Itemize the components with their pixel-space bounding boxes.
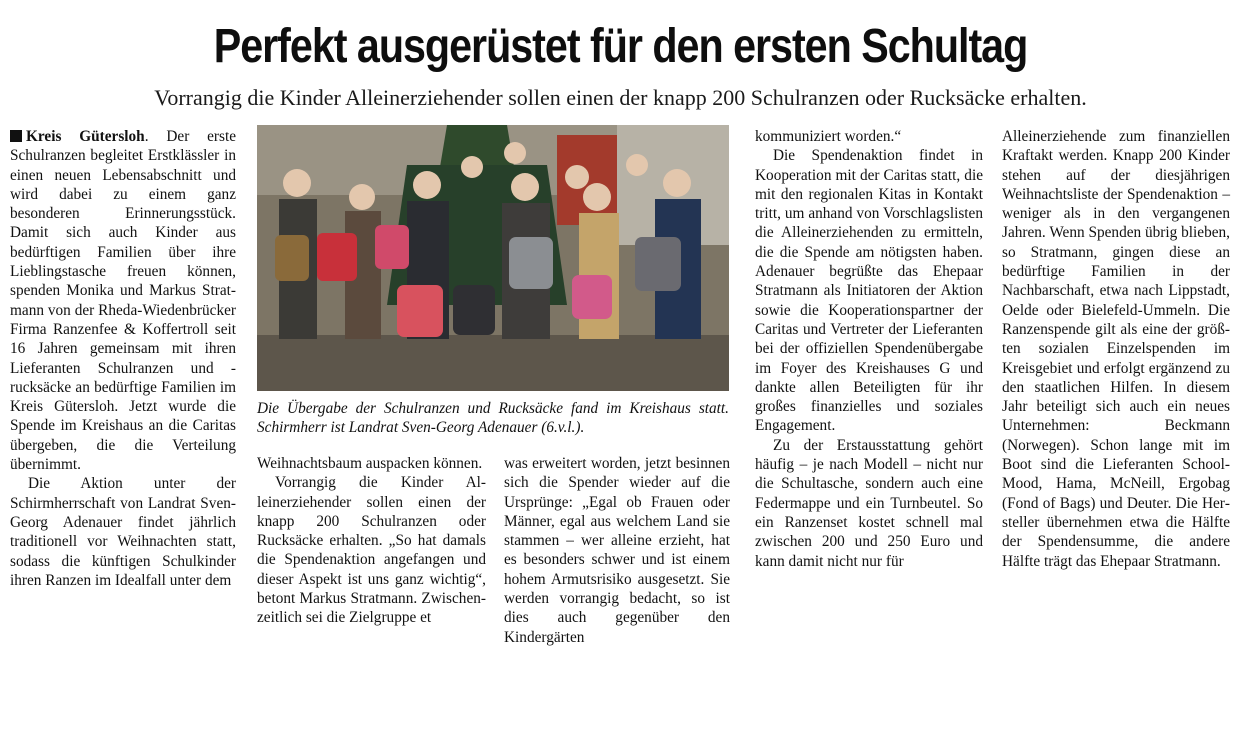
section-marker-icon	[10, 130, 22, 142]
text-column-4	[755, 127, 983, 571]
paragraph: Weihnachtsbaum auspacken können.	[257, 455, 483, 472]
dateline: Kreis Gütersloh	[26, 128, 145, 145]
paragraph: Die Spendenaktion findet in Kooperation mit der Caritas statt, die mit den regionalen Kitas in Kontakt tritt, um anhand von Vorschlagslisten die Alleinerziehenden zu ermitteln, die die Spende am nötigsten haben. Adenauer begrüßte das Ehepaar Stratmann als Initiatoren der Aktion sowie die Kooperationspartner der Caritas und Vertreter der Lieferanten bei der offiziellen Spendenübergabe im Foyer des Kreishauses G und dankte allen Beteiligten für ihr großes finanzielles und soziales Engagement.	[755, 147, 983, 435]
article-headline: Perfekt ausgerüstet für den ersten Schultag	[213, 20, 1028, 73]
paragraph: kommuniziert worden.“	[755, 128, 902, 145]
article-photo	[257, 125, 729, 391]
paragraph: Alleinerziehende zum finanziellen Kraftakt werden. Knapp 200 Kinder stehen auf der diesjährigen Weihnachtsliste der Spendenaktion – weniger als in den vergangenen Jahren. Wenn Spenden übrig blieben, so Stratmann, gingen diese an bedürftige Familien in der Nachbarschaft, etwa nach Lippstadt, Oelde oder Bielefeld-Ummeln. Die Ranzenspende gilt als eine der größten sozialen Einzelspenden im Kreisgebiet und erfolgt ergänzend zu den staatlichen Hilfen. In diesem Jahr beteiligt sich auch ein neues Unternehmen: Beckmann (Norwegen). Schon lange mit im Boot sind die Lieferanten School-Mood, Hama, McNeill, Ergobag (Fond of Bags) und Deuter. Die Hersteller übernehmen etwa die Hälfte der Spendensumme, die andere Hälfte trägt das Ehepaar Stratmann.	[1002, 128, 1230, 570]
paragraph: Zu der Erstausstattung gehört häufig – je nach Modell – nicht nur die Schultasche, sondern auch eine Federmappe und ein Turnbeutel. So ein Ranzenset kostet schnell mal zwischen 200 und 250 Euro und kann damit nicht nur für	[755, 436, 983, 570]
text-column-1	[10, 127, 236, 590]
article-subheadline: Vorrangig die Kinder Alleinerziehender sollen einen der knapp 200 Schulranzen oder Rucksäcke erhalten.	[154, 85, 1087, 110]
paragraph: Die Aktion unter der Schirmherrschaft von Landrat Sven-Georg Adenauer findet jährlich traditionell vor Weihnachten statt, sodass die künftigen Schulkinder ihren Ranzen im Idealfall unter dem	[10, 475, 236, 589]
group-photo-illustration	[257, 125, 729, 391]
photo-caption: Die Übergabe der Schulranzen und Rucksäcke fand im Kreishaus statt. Schirmherr ist Landrat Sven-Georg Adenauer (6.v.l.).	[257, 400, 729, 437]
lead-paragraph	[10, 127, 236, 474]
text-column-2	[257, 454, 486, 628]
text-column-3	[504, 454, 730, 647]
lead-paragraph-text: . Der erste Schulranzen begleitet Erstklässler in einen neuen Lebensabschnitt und wird dabei zu einem ganz besonderen Erinnerungsstück. Damit sich auch Kinder aus bedürftigen Familien über ihre Lieblingstasche freuen können, spenden Monika und Markus Stratmann von der Rheda-Wiedenbrücker Firma Ranzenfee & Koffertroll seit 16 Jahren gemeinsam mit ihren Lieferanten Schulranzen und -rucksäcke an bedürftige Familien im Kreis Gütersloh. Jetzt wurde die Spende im Kreishaus an die Caritas übergeben, die die Verteilung übernimmt.	[10, 128, 236, 474]
paragraph: was erweitert worden, jetzt besinnen sich die Spender wieder auf die Ursprünge: „Egal ob Frauen oder Männer, egal aus welchem Land sie stammen – wer alleine erzieht, hat es besonders schwer und ist einem hohem Armutsrisiko ausgesetzt. Sie werden vorrangig bedacht, so ist dies auch gegenüber den Kindergärten	[504, 455, 730, 646]
paragraph: Vorrangig die Kinder Alleinerziehender sollen einen der knapp 200 Schulranzen oder Rucksäcke erhalten. „So hat damals die Spendenaktion angefangen und dieser Aspekt ist uns ganz wichtig“, betont Markus Stratmann. Zwischenzeitlich sei die Zielgruppe et	[257, 474, 486, 627]
text-column-5	[1002, 127, 1230, 571]
